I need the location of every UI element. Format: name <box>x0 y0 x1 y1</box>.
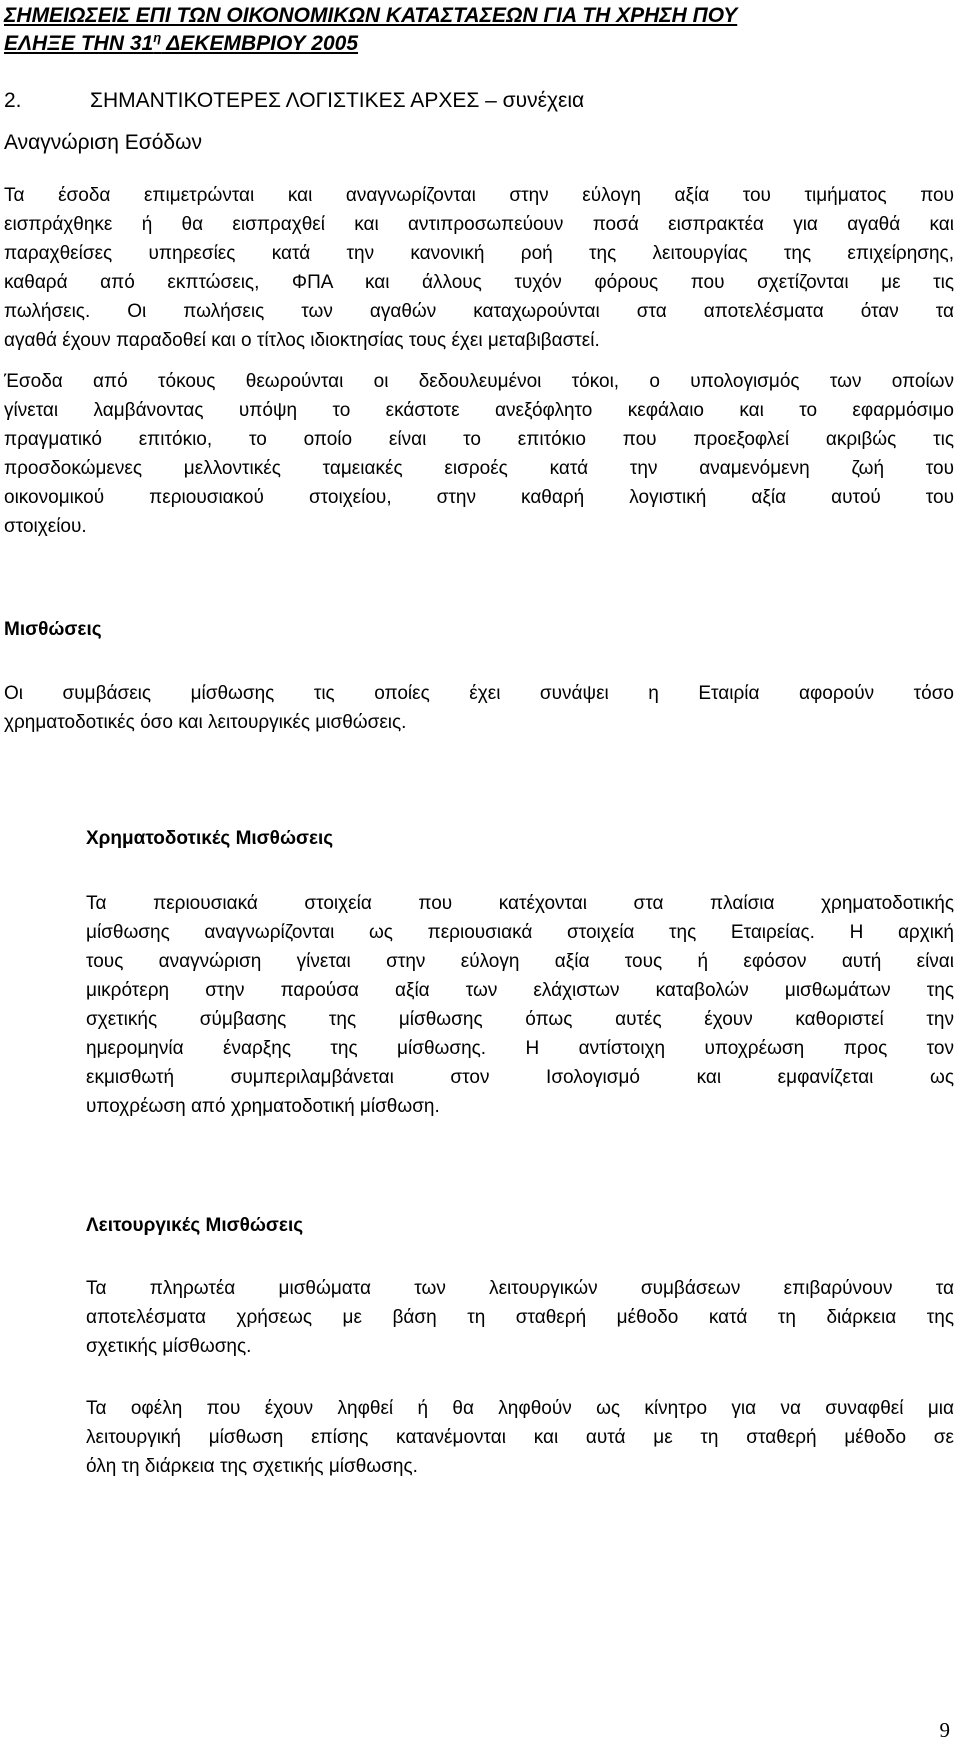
header-line-2-pre: ΕΛΗΞΕ ΤΗΝ 31 <box>4 32 154 55</box>
text-line: εισπράχθηκε ή θα εισπραχθεί και αντιπροσωπεύουν ποσά εισπρακτέα για αγαθά και <box>4 214 954 235</box>
operating-leases-paragraph-2 <box>86 1394 954 1481</box>
section-number: 2. <box>4 89 22 112</box>
text-line: προσδοκώμενες μελλοντικές ταμειακές εισροές κατά την αναμενόμενη ζωή του <box>4 458 954 479</box>
leases-paragraph <box>4 679 954 737</box>
text-line: στοιχείου. <box>4 516 87 537</box>
text-line: Τα έσοδα επιμετρώνται και αναγνωρίζονται στην εύλογη αξία του τιμήματος που <box>4 185 954 206</box>
page-number: 9 <box>939 1718 950 1742</box>
revenue-heading: Αναγνώριση Εσόδων <box>4 131 202 154</box>
operating-leases-heading: Λειτουργικές Μισθώσεις <box>86 1215 304 1236</box>
text-line: οικονομικού περιουσιακού στοιχείου, στην καθαρή λογιστική αξία αυτού του <box>4 487 954 508</box>
text-line: σχετικής σύμβασης της μίσθωσης όπως αυτές έχουν καθοριστεί την <box>86 1009 954 1030</box>
text-line: γίνεται λαμβάνοντας υπόψη το εκάστοτε ανεξόφλητο κεφάλαιο και το εφαρμόσιμο <box>4 400 954 421</box>
text-line: υποχρέωση από χρηματοδοτική μίσθωση. <box>86 1096 440 1117</box>
text-line: αποτελέσματα χρήσεως με βάση τη σταθερή μέθοδο κατά τη διάρκεια της <box>86 1307 954 1328</box>
text-line: Τα οφέλη που έχουν ληφθεί ή θα ληφθούν ως κίνητρο για να συναφθεί μια <box>86 1398 954 1419</box>
header-line-1: ΣΗΜΕΙΩΣΕΙΣ ΕΠΙ ΤΩΝ ΟΙΚΟΝΟΜΙΚΩΝ ΚΑΤΑΣΤΑΣΕΩΝ ΓΙΑ ΤΗ ΧΡΗΣΗ ΠΟΥ <box>4 4 738 27</box>
text-line: καθαρά από εκπτώσεις, ΦΠΑ και άλλους τυχόν φόρους που σχετίζονται με τις <box>4 272 954 293</box>
text-line: μίσθωσης αναγνωρίζονται ως περιουσιακά στοιχεία της Εταιρείας. Η αρχική <box>86 922 954 943</box>
text-line: χρηματοδοτικές όσο και λειτουργικές μισθώσεις. <box>4 712 407 733</box>
text-line: σχετικής μίσθωσης. <box>86 1336 252 1357</box>
finance-leases-heading: Χρηματοδοτικές Μισθώσεις <box>86 828 334 849</box>
header-line-2-post: ΔΕΚΕΜΒΡΙΟΥ 2005 <box>161 32 359 55</box>
text-line: Τα περιουσιακά στοιχεία που κατέχονται στα πλαίσια χρηματοδοτικής <box>86 893 954 914</box>
text-line: αγαθά έχουν παραδοθεί και ο τίτλος ιδιοκτησίας τους έχει μεταβιβαστεί. <box>4 330 600 351</box>
operating-leases-paragraph-1 <box>86 1274 954 1361</box>
finance-leases-paragraph <box>86 889 954 1121</box>
header-line-2 <box>4 30 944 58</box>
text-line: Έσοδα από τόκους θεωρούνται οι δεδουλευμένοι τόκοι, ο υπολογισμός των οποίων <box>4 371 954 392</box>
text-line: πωλήσεις. Οι πωλήσεις των αγαθών καταχωρούνται στα αποτελέσματα όταν τα <box>4 301 954 322</box>
text-line: μικρότερη στην παρούσα αξία των ελάχιστων καταβολών μισθωμάτων της <box>86 980 954 1001</box>
text-line: εκμισθωτή συμπεριλαμβάνεται στον Ισολογισμό και εμφανίζεται ως <box>86 1067 954 1088</box>
text-line: ημερομηνία έναρξης της μίσθωσης. Η αντίστοιχη υποχρέωση προς τον <box>86 1038 954 1059</box>
section-title-text: ΣΗΜΑΝΤΙΚΟΤΕΡΕΣ ΛΟΓΙΣΤΙΚΕΣ ΑΡΧΕΣ – συνέχεια <box>90 89 585 112</box>
text-line: λειτουργική μίσθωση επίσης κατανέμονται και αυτά με τη σταθερή μέθοδο σε <box>86 1427 954 1448</box>
text-line: τους αναγνώριση γίνεται στην εύλογη αξία τους ή εφόσον αυτή είναι <box>86 951 954 972</box>
leases-heading: Μισθώσεις <box>4 619 102 640</box>
text-line: παραχθείσες υπηρεσίες κατά την κανονική ροή της λειτουργίας της επιχείρησης, <box>4 243 954 264</box>
revenue-paragraph-2 <box>4 367 954 541</box>
text-line: πραγματικό επιτόκιο, το οποίο είναι το επιτόκιο που προεξοφλεί ακριβώς τις <box>4 429 954 450</box>
text-line: Οι συμβάσεις μίσθωσης τις οποίες έχει συνάψει η Εταιρία αφορούν τόσο <box>4 683 954 704</box>
text-line: Τα πληρωτέα μισθώματα των λειτουργικών συμβάσεων επιβαρύνουν τα <box>86 1278 954 1299</box>
header-ordinal-superscript: η <box>153 30 162 45</box>
page-header <box>4 2 944 58</box>
revenue-paragraph-1 <box>4 181 954 355</box>
text-line: όλη τη διάρκεια της σχετικής μίσθωσης. <box>86 1456 418 1477</box>
section-title <box>4 87 584 115</box>
